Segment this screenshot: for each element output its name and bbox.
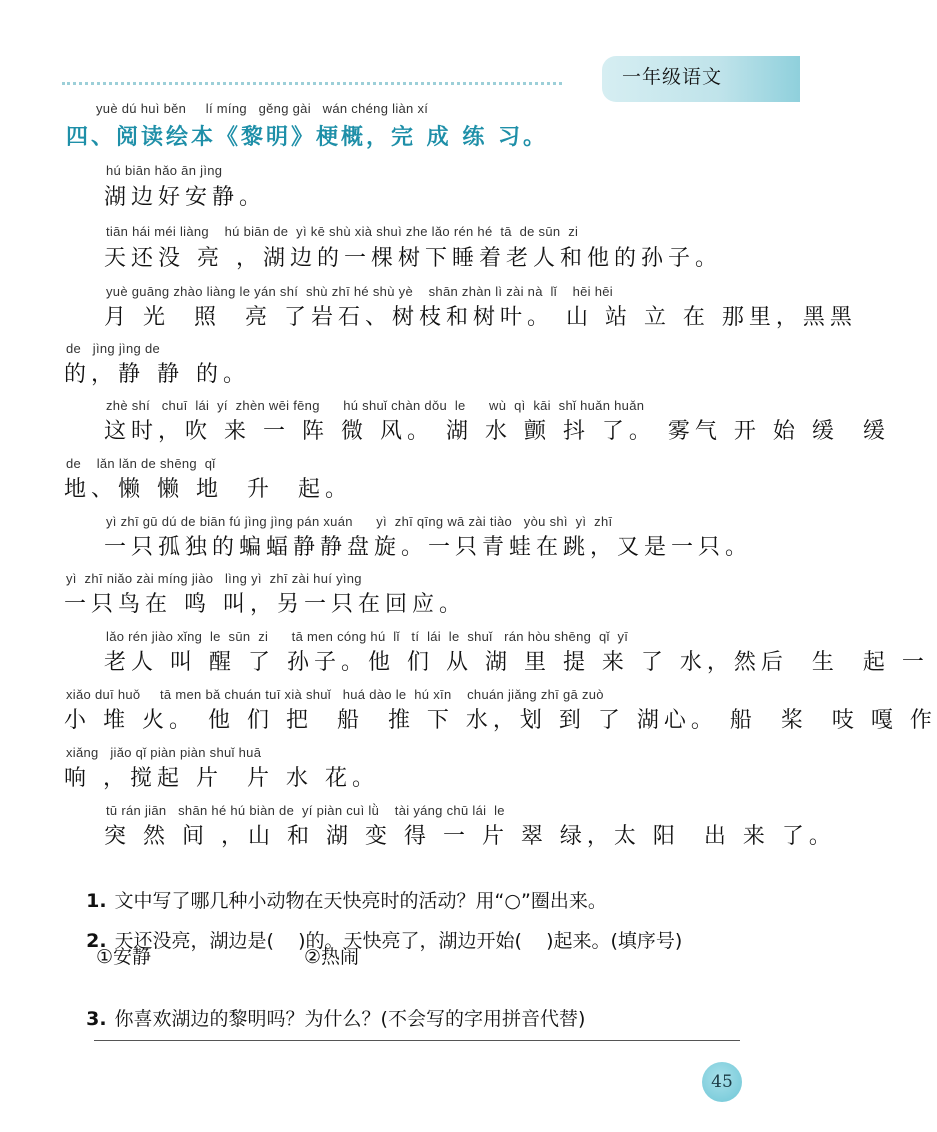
passage-line: 月 光 照 亮 了岩石、树枝和树叶。 山 站 立 在 那里，黑黑 bbox=[104, 305, 857, 330]
passage-pinyin: xiǎng jiǎo qǐ piàn piàn shuǐ huā bbox=[66, 745, 262, 760]
passage-line: 小 堆 火。 他 们 把 船 推 下 水，划 到 了 湖心。 船 桨 吱 嘎 作 bbox=[64, 708, 937, 733]
passage-pinyin: yì zhī gū dú de biān fú jìng jìng pán xuán yì zhī qīng wā zài tiào yòu shì yì zhī bbox=[106, 514, 613, 529]
option-2: ②热闹 bbox=[304, 946, 360, 968]
passage-pinyin: zhè shí chuī lái yí zhèn wēi fēng hú shuǐ chàn dǒu le wù qì kāi shǐ huǎn huǎn bbox=[106, 398, 645, 413]
passage-pinyin: tiān hái méi liàng hú biān de yì kē shù xià shuì zhe lǎo rén hé tā de sūn zi bbox=[106, 224, 579, 239]
passage-pinyin: xiǎo duī huǒ tā men bǎ chuán tuī xià shuǐ huá dào le hú xīn chuán jiǎng zhī gā zuò bbox=[66, 687, 604, 702]
passage-line: 的，静 静 的。 bbox=[64, 362, 250, 387]
section-title: 四、阅读绘本《黎明》梗概，完 成 练 习。 bbox=[66, 125, 548, 150]
passage-pinyin: yuè guāng zhào liàng le yán shí shù zhī hé shù yè shān zhàn lì zài nà lǐ hēi hēi bbox=[106, 284, 613, 299]
question-number: 1. bbox=[86, 890, 107, 912]
page-number-badge bbox=[702, 1062, 742, 1102]
passage-line: 突 然 间 ，山 和 湖 变 得 一 片 翠 绿，太 阳 出 来 了。 bbox=[104, 824, 836, 849]
question-text: 文中写了哪几种小动物在天快亮时的活动？用“○”圈出来。 bbox=[114, 890, 607, 912]
question-2 bbox=[74, 904, 682, 953]
passage-line: 响 ，搅起 片 片 水 花。 bbox=[64, 766, 379, 791]
question-3 bbox=[74, 982, 585, 1031]
passage-pinyin: tū rán jiān shān hé hú biàn de yí piàn cuì lǜ tài yáng chū lái le bbox=[106, 803, 505, 818]
option-1: ①安静 bbox=[96, 946, 152, 968]
passage-pinyin: de jìng jìng de bbox=[66, 341, 160, 356]
passage-line: 天还没 亮 ，湖边的一棵树下睡着老人和他的孙子。 bbox=[104, 246, 722, 271]
page-number: 45 bbox=[711, 1072, 733, 1092]
passage-line: 地、懒 懒 地 升 起。 bbox=[64, 477, 352, 502]
header-dotted-rule bbox=[62, 82, 562, 85]
passage-line: 这时，吹 来 一 阵 微 风。 湖 水 颤 抖 了。 雾气 开 始 缓 缓 bbox=[104, 419, 890, 444]
question-number: 2. bbox=[86, 930, 107, 952]
passage-line: 一只孤独的蝙蝠静静盘旋。一只青蛙在跳，又是一只。 bbox=[104, 535, 753, 560]
question-text: 天还没亮，湖边是( )的。天快亮了，湖边开始( )起来。(填序号) bbox=[114, 930, 683, 952]
question-number: 3. bbox=[86, 1008, 107, 1030]
passage-pinyin: lǎo rén jiào xǐng le sūn zi tā men cóng hú lǐ tí lái le shuǐ rán hòu shēng qǐ yī bbox=[106, 629, 629, 644]
passage-line: 老人 叫 醒 了 孙子。他 们 从 湖 里 提 来 了 水，然后 生 起 一 bbox=[104, 650, 929, 675]
passage-pinyin: de lǎn lǎn de shēng qǐ bbox=[66, 456, 216, 471]
answer-line[interactable] bbox=[94, 1040, 740, 1041]
passage-line: 湖边好安静。 bbox=[104, 185, 267, 210]
passage-pinyin: hú biān hǎo ān jìng bbox=[106, 163, 223, 178]
section-title-pinyin: yuè dú huì běn lí míng gěng gài wán chéng liàn xí bbox=[96, 101, 429, 116]
passage-line: 一只鸟在 鸣 叫，另一只在回应。 bbox=[64, 592, 466, 617]
question-text: 你喜欢湖边的黎明吗？为什么？(不会写的字用拼音代替) bbox=[114, 1008, 586, 1030]
header-label: 一年级语文 bbox=[622, 66, 723, 88]
passage-pinyin: yì zhī niǎo zài míng jiào lìng yì zhī zài huí yìng bbox=[66, 571, 362, 586]
